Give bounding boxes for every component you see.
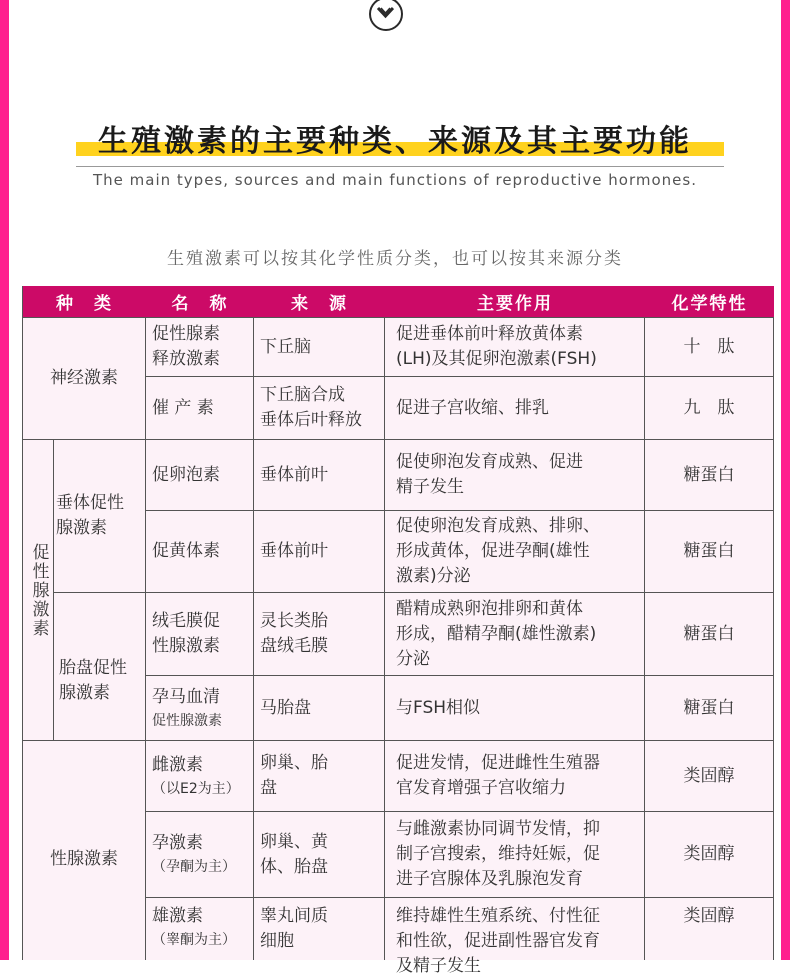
cell-text: 雄激素 xyxy=(152,906,203,926)
category-placental xyxy=(54,593,146,741)
col-header-function: 主要作用 xyxy=(385,286,645,317)
cell-text: 灵长类胎 xyxy=(260,611,328,631)
category-label: 胎盘促性腺激素 xyxy=(59,657,127,703)
cell-chem xyxy=(645,318,774,377)
cell-function xyxy=(385,898,645,976)
cell-function xyxy=(385,377,645,440)
cell-chem xyxy=(645,593,774,676)
cell-source xyxy=(254,676,385,741)
cell-chem xyxy=(645,511,774,593)
category-gonadal xyxy=(23,741,146,960)
category-pituitary xyxy=(54,440,146,593)
cell-text: 与FSH相似 xyxy=(396,697,481,718)
chevron-down-circle-icon[interactable] xyxy=(369,0,403,31)
page-subtitle: The main types, sources and main functions of reproductive hormones. xyxy=(93,171,697,189)
cell-function xyxy=(385,812,645,898)
cell-text: 官发育增强子宫收缩力 xyxy=(396,778,566,798)
cell-text: 垂体前叶 xyxy=(260,541,328,561)
cell-text: 下丘脑 xyxy=(260,336,311,357)
cell-text: 盘绒毛膜 xyxy=(260,636,328,656)
cell-text: 体、胎盘 xyxy=(260,856,328,877)
cell-name xyxy=(146,812,254,898)
cell-name xyxy=(146,593,254,676)
cell-source xyxy=(254,741,385,812)
cell-text: 激素)分泌 xyxy=(396,566,471,586)
cell-text: 睾丸间质 xyxy=(260,906,328,926)
cell-text: 性腺激素 xyxy=(152,636,220,656)
cell-source xyxy=(254,812,385,898)
cell-text-small: 促性腺激素 xyxy=(152,712,222,729)
category-label: 性腺激素 xyxy=(50,849,118,869)
cell-text-small: （睾酮为主） xyxy=(152,932,236,948)
cell-text: 制子宫搜索，维持妊娠，促 xyxy=(396,844,600,864)
cell-name xyxy=(146,741,254,812)
cell-text: 形成黄体，促进孕酮(雄性 xyxy=(396,541,590,561)
cell-text: 绒毛膜促 xyxy=(152,611,220,631)
cell-text: 及精子发生 xyxy=(396,956,481,976)
category-label: 垂体促性腺激素 xyxy=(56,493,124,538)
cell-source xyxy=(254,440,385,511)
cell-chem xyxy=(645,741,774,812)
category-label: 神经激素 xyxy=(50,368,118,388)
cell-text: 与雌激素协同调节发情，抑 xyxy=(396,819,600,839)
cell-function xyxy=(385,440,645,511)
cell-name xyxy=(146,377,254,440)
cell-function xyxy=(385,676,645,741)
cell-text: 进子宫腺体及乳腺泡发育 xyxy=(396,869,583,889)
cell-name xyxy=(146,676,254,741)
cell-text: 孕激素 xyxy=(152,833,203,853)
cell-function xyxy=(385,318,645,377)
cell-name xyxy=(146,440,254,511)
cell-text: 十 肽 xyxy=(683,336,735,357)
cell-text: 促使卵泡发育成熟、促进 xyxy=(396,452,583,472)
col-header-name: 名 称 xyxy=(146,286,254,317)
cell-text: 促卵泡素 xyxy=(152,464,220,485)
cell-name xyxy=(146,898,254,960)
category-neural xyxy=(23,318,146,440)
cell-source xyxy=(254,593,385,676)
cell-text: 垂体后叶释放 xyxy=(260,410,362,430)
page-title: 生殖激素的主要种类、来源及其主要功能 xyxy=(98,124,692,159)
cell-text: 促性腺素 xyxy=(152,324,220,344)
cell-text: 精子发生 xyxy=(396,477,464,497)
cell-text: 九 肽 xyxy=(683,397,735,418)
cell-text: 卵巢、胎 xyxy=(260,753,328,773)
cell-source xyxy=(254,898,385,960)
cell-chem xyxy=(645,440,774,511)
cell-text: 促进子宫收缩、排乳 xyxy=(396,397,549,418)
cell-function xyxy=(385,511,645,593)
cell-text: 促使卵泡发育成熟、排卵、 xyxy=(396,516,600,536)
cell-text: 类固醇 xyxy=(683,906,735,926)
cell-text: 释放激素 xyxy=(152,349,220,369)
cell-source xyxy=(254,511,385,593)
cell-name xyxy=(146,511,254,593)
cell-text: 维持雄性生殖系统、付性征 xyxy=(396,906,600,926)
cell-function xyxy=(385,741,645,812)
col-header-type: 种 类 xyxy=(23,286,146,317)
col-header-source: 来 源 xyxy=(254,286,385,317)
cell-text: 卵巢、黄 xyxy=(260,831,328,852)
cell-text-small: （以E2为主） xyxy=(152,780,240,797)
title-divider xyxy=(76,166,724,167)
cell-text: 盘 xyxy=(260,778,277,798)
cell-text: 醋精成熟卵泡排卵和黄体 xyxy=(396,598,583,619)
cell-text: 垂体前叶 xyxy=(260,464,328,485)
cell-text: 催 产 素 xyxy=(152,397,214,418)
cell-source xyxy=(254,377,385,440)
cell-chem xyxy=(645,676,774,741)
cell-text: 形成，醋精孕酮(雄性激素) xyxy=(396,623,597,644)
cell-text: 分泌 xyxy=(396,648,430,669)
cell-text: 雌激素 xyxy=(152,754,203,775)
cell-text: 糖蛋白 xyxy=(683,541,735,561)
cell-text: 类固醇 xyxy=(683,765,735,786)
category-gonadotropin xyxy=(23,440,54,741)
cell-source xyxy=(254,318,385,377)
cell-text: 细胞 xyxy=(260,931,294,951)
intro-text: 生殖激素可以按其化学性质分类，也可以按其来源分类 xyxy=(167,249,623,269)
cell-chem xyxy=(645,377,774,440)
cell-text: (LH)及其促卵泡激素(FSH) xyxy=(396,349,597,369)
cell-text: 和性欲，促进副性器官发育 xyxy=(396,931,600,951)
cell-text: 促进发情，促进雌性生殖器 xyxy=(396,753,600,773)
cell-text: 类固醇 xyxy=(683,844,735,864)
cell-chem xyxy=(645,812,774,898)
cell-text: 促进垂体前叶释放黄体素 xyxy=(396,324,583,344)
cell-chem xyxy=(645,898,774,960)
cell-text: 糖蛋白 xyxy=(683,464,735,485)
chevron-down-icon xyxy=(377,6,394,21)
cell-text-small: （孕酮为主） xyxy=(152,859,236,875)
cell-function xyxy=(385,593,645,676)
cell-text: 孕马血清 xyxy=(152,686,220,707)
cell-text: 糖蛋白 xyxy=(683,623,735,644)
cell-text: 促黄体素 xyxy=(152,541,220,561)
cell-text: 马胎盘 xyxy=(260,697,311,718)
col-header-chem: 化学特性 xyxy=(645,286,774,317)
cell-text: 糖蛋白 xyxy=(683,697,735,718)
category-label: 促性腺激素 xyxy=(28,542,49,638)
cell-text: 下丘脑合成 xyxy=(260,385,345,405)
cell-name xyxy=(146,318,254,377)
